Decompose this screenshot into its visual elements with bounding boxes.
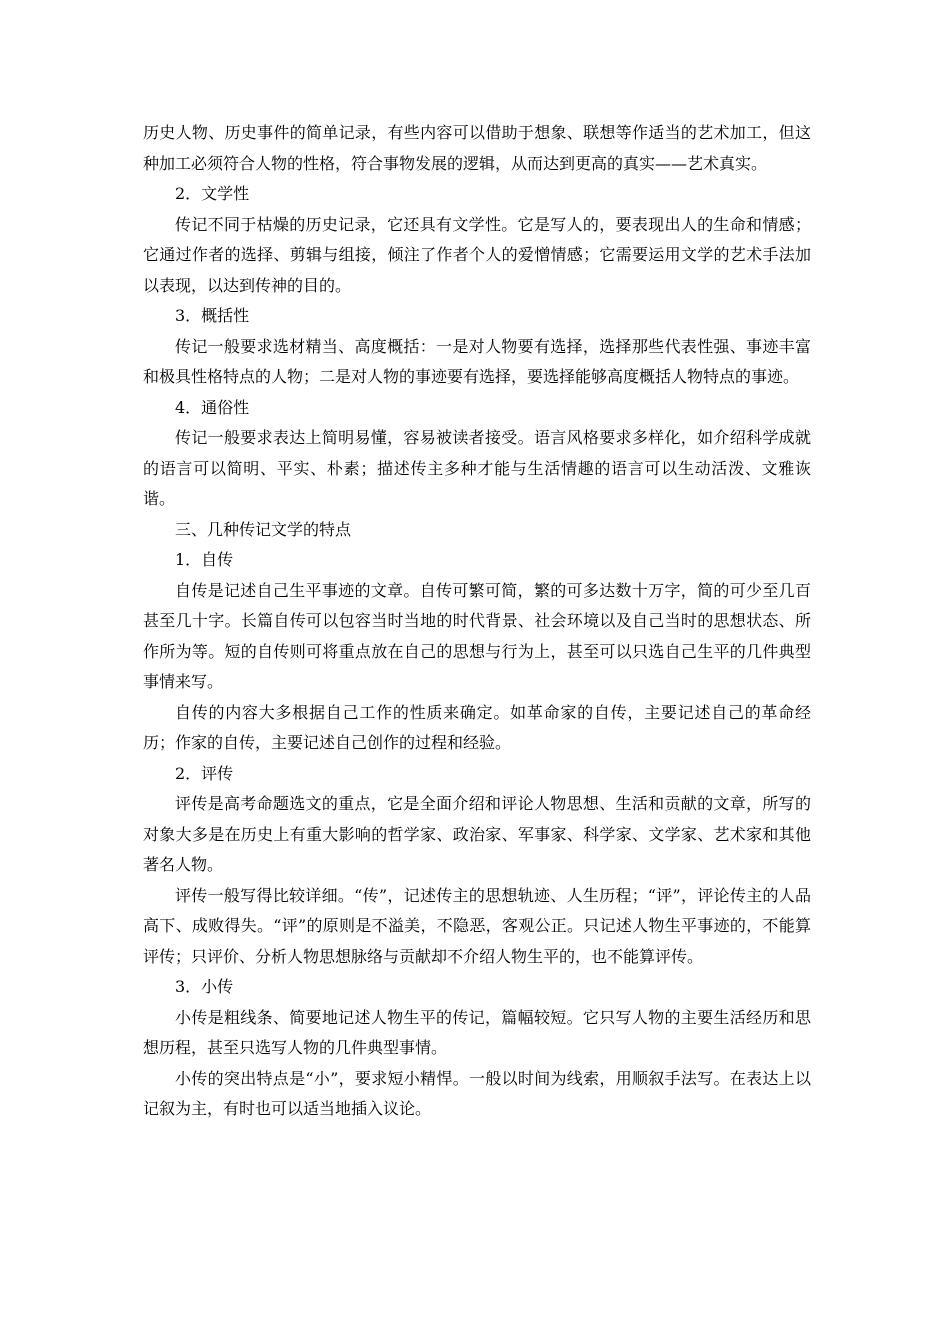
document-body bbox=[143, 118, 811, 1125]
heading-generality: 3．概括性 bbox=[175, 306, 250, 325]
paragraph-generality: 传记一般要求选材精当、高度概括：一是对人物要有选择，选择那些代表性强、事迹丰富和极具性格特点的人物；二是对人物的事迹要有选择，要选择能够高度概括人物特点的事迹。 bbox=[143, 336, 811, 386]
paragraph-short-biography-2: 小传的突出特点是“小”，要求短小精悍。一般以时间为线索，用顺叙手法写。在表达上以记叙为主，有时也可以适当地插入议论。 bbox=[143, 1068, 811, 1118]
paragraph-autobiography-2: 自传的内容大多根据自己工作的性质来确定。如革命家的自传，主要记述自己的革命经历；作家的自传，主要记述自己创作的过程和经验。 bbox=[143, 702, 811, 752]
paragraph-art-truth: 历史人物、历史事件的简单记录，有些内容可以借助于想象、联想等作适当的艺术加工，但这种加工必须符合人物的性格，符合事物发展的逻辑，从而达到更高的真实——艺术真实。 bbox=[143, 123, 811, 173]
heading-autobiography: 1．自传 bbox=[175, 550, 234, 569]
heading-critical-biography: 2．评传 bbox=[175, 763, 234, 783]
paragraph-autobiography-1: 自传是记述自己生平事迹的文章。自传可繁可简，繁的可多达数十万字，简的可少至几百甚至几十字。长篇自传可以包容当时当地的时代背景、社会环境以及自己当时的思想状态、所作所为等。短的自传则可将重点放在自己的思想与行为上，甚至可以只选自己生平的几件典型事情来写。 bbox=[143, 580, 811, 691]
heading-literary: 2．文学性 bbox=[175, 184, 250, 203]
heading-short-biography: 3．小传 bbox=[175, 977, 234, 996]
section-heading-biography-types: 三、几种传记文学的特点 bbox=[175, 519, 352, 539]
paragraph-critical-biography-2: 评传一般写得比较详细。“传”，记述传主的思想轨迹、人生历程；“评”，评论传主的人品高下、成败得失。“评”的原则是不溢美，不隐恶，客观公正。只记述人物生平事迹的，不能算评传；只评价、分析人物思想脉络与贡献却不介绍人物生平的，也不能算评传。 bbox=[143, 885, 811, 966]
paragraph-short-biography-1: 小传是粗线条、简要地记述人物生平的传记，篇幅较短。它只写人物的主要生活经历和思想历程，甚至只选写人物的几件典型事情。 bbox=[143, 1007, 811, 1057]
paragraph-critical-biography-1: 评传是高考命题选文的重点，它是全面介绍和评论人物思想、生活和贡献的文章，所写的对象大多是在历史上有重大影响的哲学家、政治家、军事家、科学家、文学家、艺术家和其他著名人物。 bbox=[143, 794, 811, 874]
paragraph-popularity: 传记一般要求表达上简明易懂，容易被读者接受。语言风格要求多样化，如介绍科学成就的语言可以简明、平实、朴素；描述传主多种才能与生活情趣的语言可以生动活泼、文雅诙谐。 bbox=[143, 428, 811, 508]
paragraph-literary: 传记不同于枯燥的历史记录，它还具有文学性。它是写人的，要表现出人的生命和情感；它通过作者的选择、剪辑与组接，倾注了作者个人的爱憎情感；它需要运用文学的艺术手法加以表现，以达到传神的目的。 bbox=[143, 214, 811, 295]
heading-popularity: 4．通俗性 bbox=[175, 397, 250, 417]
